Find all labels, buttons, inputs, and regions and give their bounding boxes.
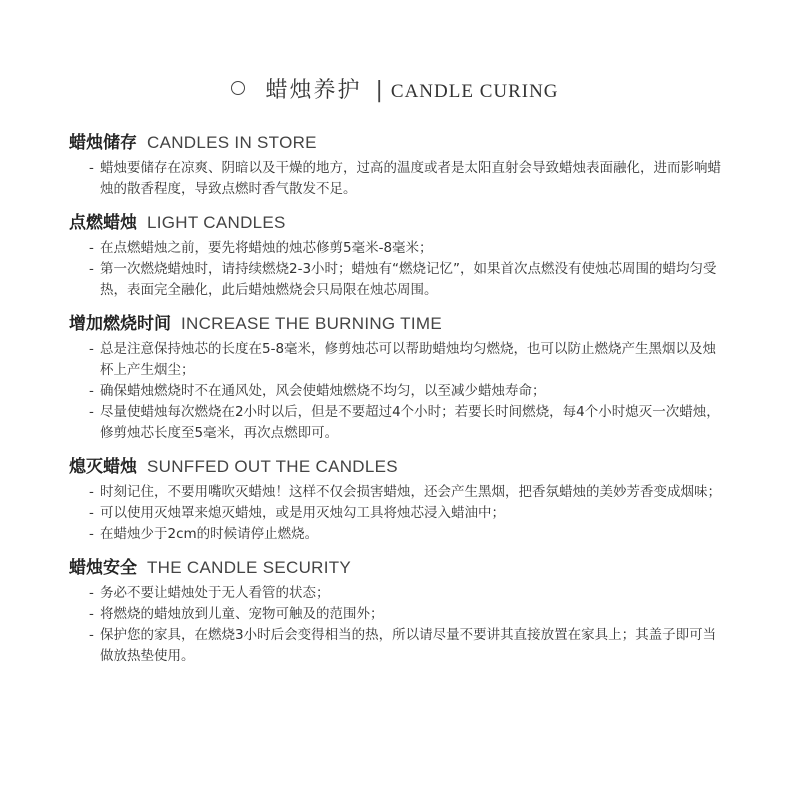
list-item: - 将燃烧的蜡烛放到儿童、宠物可触及的范围外； (89, 604, 729, 625)
care-content (69, 128, 729, 675)
list-item: - 确保蜡烛燃烧时不在通风处，风会使蜡烛燃烧不均匀，以至减少蜡烛寿命； (89, 381, 729, 402)
section-title-cn: 增加燃烧时间 (69, 314, 171, 334)
section-security (69, 553, 729, 667)
section-title-cn: 熄灭蜡烛 (69, 457, 137, 477)
section-storage (69, 128, 729, 200)
section-extinguish (69, 452, 729, 545)
list-item: - 蜡烛要储存在凉爽、阴暗以及干燥的地方，过高的温度或者是太阳直射会导致蜡烛表面融化，进而影响蜡烛的散香程度，导致点燃时香气散发不足。 (89, 158, 729, 200)
section-title-en: THE CANDLE SECURITY (147, 558, 352, 577)
section-title (69, 128, 729, 158)
list-item: - 务必不要让蜡烛处于无人看管的状态； (89, 583, 729, 604)
list-item: - 在点燃蜡烛之前，要先将蜡烛的烛芯修剪5毫米-8毫米； (89, 238, 729, 259)
list-item: - 可以使用灭烛罩来熄灭蜡烛，或是用灭烛勾工具将烛芯浸入蜡油中； (89, 503, 729, 524)
section-title-en: LIGHT CANDLES (147, 213, 286, 232)
page-header (0, 76, 790, 107)
instruction-list (69, 238, 729, 301)
section-title (69, 553, 729, 583)
page-title-cn: 蜡烛养护 (265, 78, 362, 103)
list-item: - 保护您的家具，在燃烧3小时后会变得相当的热，所以请尽量不要讲其直接放置在家具上；其盖子即可当做放热垫使用。 (89, 625, 729, 667)
list-item: - 尽量使蜡烛每次燃烧在2小时以后，但是不要超过4个小时；若要长时间燃烧，每4个小时熄灭一次蜡烛，修剪烛芯长度至5毫米，再次点燃即可。 (89, 402, 729, 444)
section-burning-time (69, 309, 729, 444)
section-lighting (69, 208, 729, 301)
section-title-cn: 蜡烛安全 (69, 558, 137, 578)
section-title-cn: 蜡烛储存 (69, 133, 137, 153)
section-title-en: INCREASE THE BURNING TIME (181, 314, 442, 333)
list-item: - 总是注意保持烛芯的长度在5-8毫米，修剪烛芯可以帮助蜡烛均匀燃烧，也可以防止燃烧产生黑烟以及烛杯上产生烟尘； (89, 339, 729, 381)
section-title-en: CANDLES IN STORE (147, 133, 317, 152)
instruction-list (69, 583, 729, 667)
section-title-cn: 点燃蜡烛 (69, 213, 137, 233)
section-title (69, 309, 729, 339)
instruction-list (69, 158, 729, 200)
section-title (69, 208, 729, 238)
page-title-en: CANDLE CURING (390, 81, 559, 102)
list-item: - 时刻记住，不要用嘴吹灭蜡烛！这样不仅会损害蜡烛，还会产生黑烟，把香氛蜡烛的美妙芳香变成烟味； (89, 482, 729, 503)
instruction-list (69, 339, 729, 444)
section-title-en: SUNFFED OUT THE CANDLES (147, 457, 398, 476)
section-title (69, 452, 729, 482)
list-item: - 在蜡烛少于2cm的时候请停止燃烧。 (89, 524, 729, 545)
circle-icon (231, 81, 245, 95)
title-divider: | (375, 78, 383, 103)
instruction-list (69, 482, 729, 545)
list-item: - 第一次燃烧蜡烛时，请持续燃烧2-3小时；蜡烛有“燃烧记忆”，如果首次点燃没有使烛芯周围的蜡均匀受热，表面完全融化，此后蜡烛燃烧会只局限在烛芯周围。 (89, 259, 729, 301)
